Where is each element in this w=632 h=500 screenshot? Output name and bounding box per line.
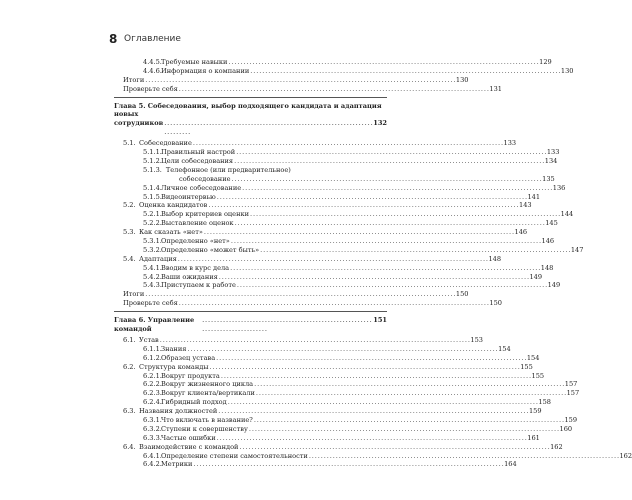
toc-entry-number: 6.2.	[123, 362, 136, 371]
toc-entry-title: Гибридный подход	[161, 398, 227, 407]
toc-entry-number: 5.4.1.	[143, 263, 162, 272]
toc-chapter-6-section	[114, 335, 632, 469]
toc-entry-title: Устав	[139, 335, 159, 344]
leader-dots	[239, 443, 549, 452]
chapter-divider	[114, 311, 387, 312]
toc-entry-page: 133	[546, 148, 560, 157]
toc-entry-number: 4.4.5.	[143, 58, 162, 66]
toc-entry-number: 6.1.1.	[143, 344, 162, 353]
toc-entry[interactable]	[114, 442, 563, 452]
toc-entry-number: 6.2.1.	[143, 371, 162, 380]
toc-entry[interactable]	[114, 201, 532, 210]
toc-entry-title: Метрики	[161, 460, 193, 469]
leader-dots	[232, 175, 542, 184]
leader-dots	[228, 398, 538, 407]
toc-entry-title: Требуемые навыки	[161, 58, 228, 66]
toc-entry[interactable]	[114, 335, 484, 345]
toc-entry-page: 130	[455, 75, 469, 84]
leader-dots	[208, 201, 518, 210]
toc-entry-page: 154	[498, 344, 511, 353]
toc-entry[interactable]	[114, 192, 541, 202]
toc-entry[interactable]	[114, 290, 469, 299]
toc-entry[interactable]	[114, 210, 574, 219]
toc-entry[interactable]	[114, 344, 511, 354]
toc-entry[interactable]	[114, 451, 632, 461]
toc-entry-title: Выбор критериев оценки	[161, 210, 249, 219]
toc-entry[interactable]	[114, 362, 533, 372]
toc-entry-title: Собеседование	[139, 139, 192, 148]
toc-entry[interactable]	[114, 84, 503, 94]
toc-entry-page: 149	[547, 281, 561, 290]
toc-entry-title: Образец устава	[161, 353, 216, 362]
toc-entry[interactable]	[114, 75, 469, 85]
toc-entry[interactable]	[114, 371, 545, 381]
toc-entry-page: 145	[545, 219, 558, 228]
toc-entry[interactable]	[114, 272, 543, 282]
toc-entry-page: 146	[514, 228, 528, 237]
toc-entry-page: 161	[527, 433, 540, 442]
toc-entry-title: Структура команды	[139, 362, 209, 371]
toc-entry-page: 130	[560, 66, 574, 75]
toc-entry-title: Видеоинтервью	[161, 192, 216, 201]
toc-entry[interactable]	[114, 219, 558, 228]
toc-entry[interactable]	[114, 58, 552, 67]
toc-entry-title: Определенно «может быть»	[161, 245, 260, 254]
toc-entry-title: Названия должностей	[139, 407, 218, 416]
toc-entry-number: 5.1.3.	[143, 165, 162, 174]
leader-dots	[235, 219, 545, 228]
toc-entry-page: 150	[455, 290, 469, 299]
toc-entry-title: Адаптация	[139, 254, 177, 263]
toc-entry-page: 155	[520, 362, 533, 371]
leader-dots	[145, 290, 455, 299]
chapter-6-heading[interactable]	[114, 316, 387, 334]
toc-entry-page: 164	[504, 460, 517, 469]
toc-entry-number: 5.4.3.	[143, 281, 162, 290]
toc-entry-page: 136	[552, 183, 566, 192]
toc-entry[interactable]	[114, 263, 554, 273]
toc-entry-page: 162	[619, 451, 632, 460]
leader-dots	[179, 85, 489, 94]
toc-entry-number: 6.1.2.	[143, 353, 162, 362]
leader-dots	[249, 425, 559, 434]
leader-dots	[179, 299, 489, 308]
toc-entry-page: 143	[519, 201, 532, 210]
leader-dots	[231, 237, 541, 246]
toc-entry-number: 6.4.1.	[143, 451, 162, 460]
toc-entry-number: 5.1.2.	[143, 156, 162, 165]
toc-entry[interactable]	[114, 389, 580, 398]
leader-dots	[210, 363, 520, 372]
toc-entry-page: 135	[542, 174, 555, 183]
toc-entry[interactable]	[114, 183, 566, 193]
toc-entry-number: 6.2.2.	[143, 380, 162, 389]
toc-entry-number: 5.2.	[123, 201, 136, 210]
leader-dots	[216, 354, 526, 363]
toc-entry-title: Знания	[161, 344, 187, 353]
toc-entry[interactable]	[114, 139, 517, 148]
toc-entry[interactable]	[114, 245, 584, 255]
toc-entry-number: 5.1.1.	[143, 148, 162, 157]
toc-entry-number: 5.4.2.	[143, 272, 162, 281]
toc-entry[interactable]	[114, 415, 578, 425]
toc-entry-page: 154	[526, 353, 540, 362]
chapter-5-page: 132	[373, 119, 387, 128]
toc-entry-page: 159	[564, 415, 578, 424]
toc-entry-page: 158	[538, 398, 551, 407]
toc-entry-page: 162	[550, 442, 563, 451]
toc-entry-title: Телефонное (или предварительное)	[165, 165, 291, 174]
toc-entry-number: 6.1.	[123, 335, 136, 344]
toc-entry-title: Приступаем к работе	[161, 281, 236, 290]
toc-entry-page: 144	[560, 210, 574, 219]
toc-entry-number: 5.3.2.	[143, 245, 162, 254]
toc-entry-page: 148	[488, 254, 502, 263]
leader-dots	[254, 380, 564, 389]
toc-entry-number: 5.1.5.	[143, 192, 162, 201]
toc-entry-page: 146	[541, 237, 555, 245]
chapter-6-page: 151	[373, 316, 387, 325]
leader-dots	[242, 184, 552, 193]
leader-dots	[178, 255, 488, 264]
toc-entry-number: 6.2.4.	[143, 398, 162, 407]
toc-entry-title: Ступени к совершенству	[161, 424, 248, 433]
toc-entry-title: Ваши ожидания	[161, 272, 218, 281]
toc-entry[interactable]	[114, 281, 561, 290]
toc-entry-title: Цели собеседования	[161, 156, 234, 165]
leader-dots	[230, 264, 540, 273]
toc-entry-number: 5.2.1.	[143, 210, 162, 219]
toc-entry-title: Правильный настрой	[161, 148, 236, 157]
toc-entry-number: 4.4.6.	[143, 66, 162, 75]
toc-entry-page: 157	[564, 380, 578, 389]
toc-entry-number: 5.2.2.	[143, 219, 162, 228]
toc-entry-page: 150	[489, 299, 503, 308]
toc-entry[interactable]	[114, 380, 578, 389]
toc-entry-number: 6.3.3.	[143, 433, 162, 442]
toc-entry[interactable]	[114, 353, 540, 363]
leader-dots	[256, 389, 566, 398]
leader-dots	[164, 119, 372, 137]
toc-entry[interactable]	[114, 148, 560, 157]
leader-dots	[260, 246, 570, 255]
toc-entry-title: Определение степени самостоятельности	[161, 451, 308, 460]
toc-entry-number: 5.1.4.	[143, 183, 162, 192]
leader-dots	[250, 67, 560, 76]
toc-entry-title: Что включать в название?	[161, 415, 253, 424]
leader-dots	[217, 434, 527, 443]
toc-entry-title: Информация о компании	[161, 66, 250, 75]
toc-entry-title: Вокруг клиента/вертикали	[161, 389, 255, 398]
toc-entry-title: Итоги	[123, 75, 145, 84]
toc-entry-page: 155	[531, 371, 545, 380]
running-head: Оглавление	[124, 34, 181, 44]
toc-entry[interactable]	[114, 66, 574, 76]
toc-entry-page: 129	[539, 58, 552, 66]
toc-entry-number: 6.2.3.	[143, 389, 162, 398]
toc-entry[interactable]	[114, 460, 517, 469]
toc-entry-title: Вокруг продукта	[161, 371, 220, 380]
toc-entry-title: Проверьте себя	[123, 84, 178, 93]
toc-entry[interactable]	[114, 407, 542, 416]
leader-dots	[202, 316, 372, 334]
toc-entry[interactable]	[114, 165, 555, 184]
chapter-6-title: Глава 6. Управление командой	[114, 316, 195, 334]
leader-dots	[236, 148, 546, 157]
chapter-5-title-line2: сотрудников	[114, 119, 164, 128]
toc-entry-page: 157	[566, 389, 580, 398]
page-number: 8	[109, 32, 118, 46]
toc-entry-title: Вокруг жизненного цикла	[161, 380, 254, 389]
leader-dots	[160, 336, 470, 345]
leader-dots	[145, 76, 455, 85]
leader-dots	[254, 416, 564, 425]
toc-chapter-5-section	[114, 139, 584, 308]
toc-entry-title: Проверьте себя	[123, 299, 178, 308]
toc-entry-number: 6.3.1.	[143, 415, 162, 424]
leader-dots	[221, 372, 531, 381]
toc-entry-number: 5.4.	[123, 254, 136, 263]
toc-entry-title-continued: собеседование	[179, 174, 231, 183]
chapter-5-title-line1: Глава 5. Собеседования, выбор подходящего кандидата и адаптация новых	[114, 101, 382, 119]
toc-entry-page: 149	[529, 272, 543, 281]
toc-entry-title: Итоги	[123, 290, 145, 299]
table-of-contents	[114, 58, 632, 469]
toc-entry[interactable]	[114, 433, 540, 443]
toc-entry-page: 134	[544, 156, 558, 165]
toc-entry-title: Определенно «нет»	[161, 237, 230, 245]
toc-entry[interactable]	[114, 156, 558, 166]
leader-dots	[187, 345, 497, 354]
toc-entry-page: 153	[470, 335, 484, 344]
leader-dots	[237, 281, 547, 290]
toc-entry-page: 147	[570, 245, 584, 254]
toc-entry[interactable]	[114, 424, 573, 434]
chapter-divider	[114, 97, 387, 98]
toc-entry-page: 133	[503, 139, 517, 148]
toc-entry[interactable]	[114, 254, 502, 264]
toc-entry-number: 5.3.1.	[143, 237, 162, 245]
toc-entry-title: Взаимодействие с командой	[139, 442, 239, 451]
leader-dots	[228, 58, 538, 67]
leader-dots	[218, 407, 528, 416]
chapter-5-heading[interactable]	[114, 102, 387, 138]
toc-entry-title: Как сказать «нет»	[139, 228, 203, 237]
toc-entry-number: 5.1.	[123, 139, 136, 148]
toc-entry-title: Личное собеседование	[161, 183, 242, 192]
toc-entry-page: 159	[528, 407, 542, 416]
toc-entry-title: Оценка кандидатов	[139, 201, 208, 210]
toc-entry[interactable]	[114, 228, 528, 237]
toc-entry[interactable]	[114, 398, 551, 407]
toc-entry-number: 6.3.2.	[143, 424, 162, 433]
leader-dots	[193, 460, 503, 469]
toc-entry-title: Выставление оценок	[161, 219, 234, 228]
leader-dots	[217, 193, 527, 202]
leader-dots	[234, 157, 544, 166]
toc-entry-number: 6.4.2.	[143, 460, 162, 469]
toc-entry-number: 6.3.	[123, 407, 136, 416]
leader-dots	[250, 210, 560, 219]
leader-dots	[204, 228, 514, 237]
toc-top-section	[114, 58, 574, 94]
toc-entry[interactable]	[114, 299, 503, 308]
leader-dots	[193, 139, 503, 148]
toc-entry-page: 160	[559, 424, 573, 433]
toc-entry-page: 148	[540, 263, 554, 272]
toc-entry-page: 141	[527, 192, 541, 201]
toc-entry-page: 131	[489, 84, 503, 93]
toc-entry[interactable]	[114, 237, 555, 246]
toc-entry-title: Вводим в курс дела	[161, 263, 230, 272]
toc-entry-number: 5.3.	[123, 228, 136, 237]
leader-dots	[219, 273, 529, 282]
toc-entry-number: 6.4.	[123, 442, 136, 451]
leader-dots	[309, 452, 619, 461]
toc-entry-title: Частые ошибки	[161, 433, 216, 442]
